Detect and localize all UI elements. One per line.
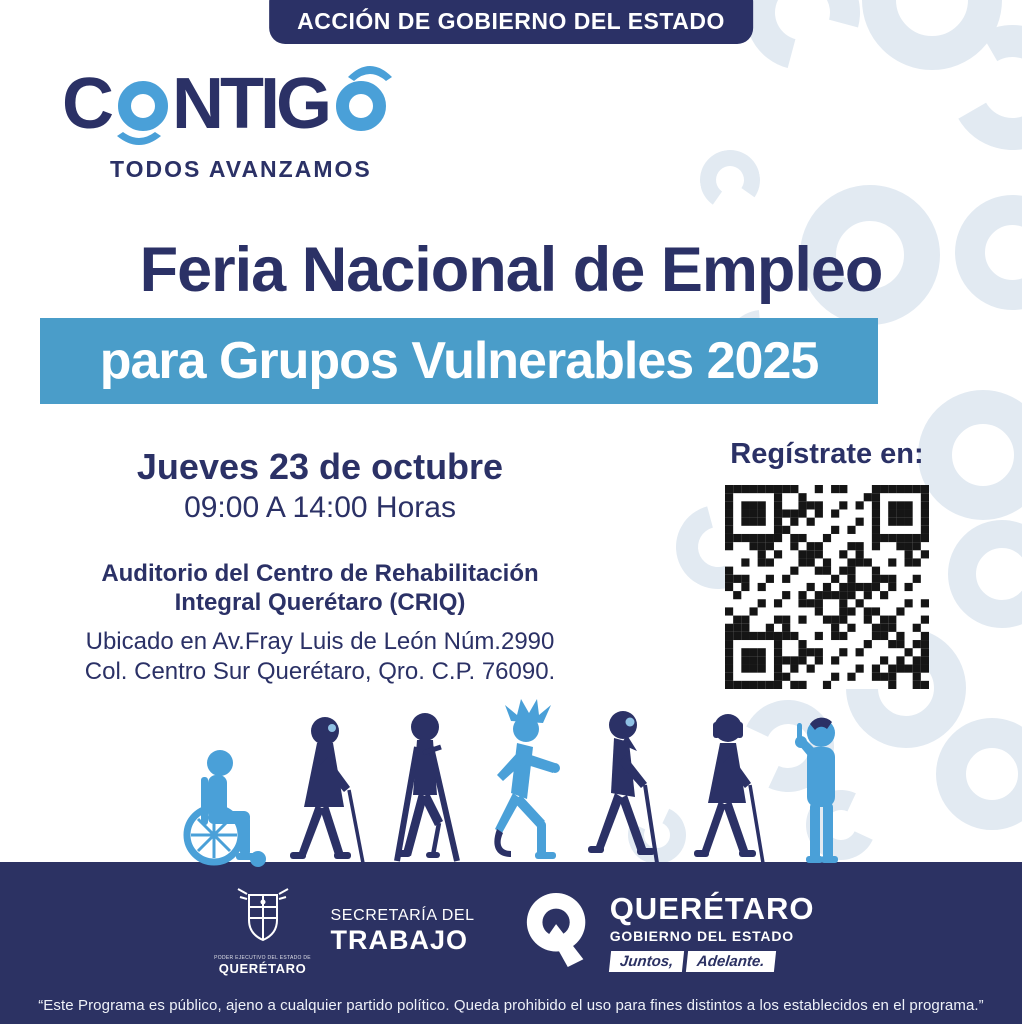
coat-of-arms-icon	[234, 886, 292, 948]
gobierno-estado-logo	[521, 889, 815, 973]
venue-line-2: Integral Querétaro (CRIQ)	[174, 589, 466, 617]
queretaro-seal	[208, 886, 318, 976]
gobierno-name: QUERÉTARO	[609, 890, 815, 926]
event-date: Jueves 23 de octubre	[136, 446, 504, 487]
event-venue	[40, 559, 600, 618]
slogan-chip-2: Adelante.	[686, 951, 776, 972]
event-address	[40, 627, 600, 688]
government-action-badge: ACCIÓN DE GOBIERNO DEL ESTADO	[269, 0, 753, 44]
logo-o-brow-icon	[336, 81, 386, 131]
ring-shape	[936, 718, 1022, 830]
qr-code	[725, 485, 929, 689]
person-with-crutches-icon	[396, 713, 457, 861]
slogan	[610, 951, 815, 972]
event-time: 09:00 A 14:00 Horas	[184, 491, 456, 524]
secretaria-line-1: SECRETARÍA DEL	[330, 906, 475, 924]
address-line-2: Col. Centro Sur Querétaro, Qro. C.P. 76090.	[84, 658, 556, 686]
legal-disclaimer: “Este Programa es público, ajeno a cualquier partido político. Queda prohibido el uso para fines distintos a los establecidos en el programa.”	[38, 997, 984, 1014]
page-title: Feria Nacional de Empleo	[139, 235, 883, 305]
person-with-prosthetic-leg-icon	[494, 699, 560, 859]
footer	[0, 862, 1022, 1024]
person-using-sign-language-icon	[795, 718, 838, 863]
footer-logos	[0, 862, 1022, 976]
blind-woman-with-cane-icon	[290, 717, 363, 863]
logo-o-smile-icon	[118, 81, 168, 131]
logo-letter-c: C	[62, 64, 110, 144]
register-section	[712, 438, 942, 689]
secretaria-name	[331, 907, 475, 956]
person-in-wheelchair-icon	[187, 750, 266, 867]
venue-line-1: Auditorio del Centro de Rehabilitación	[101, 560, 539, 587]
gobierno-name-block	[610, 891, 815, 972]
qr-code-icon	[725, 485, 929, 689]
logo-tagline: TODOS AVANZAMOS	[110, 156, 372, 182]
seal-caption: QUERÉTARO	[218, 961, 307, 976]
subtitle-banner: para Grupos Vulnerables 2025	[40, 318, 878, 404]
logo-letters-ntig: NTIG	[172, 64, 328, 144]
register-label: Regístrate en:	[730, 438, 924, 470]
slogan-chip-1: Juntos,	[609, 951, 685, 972]
woman-with-cane-icon	[694, 714, 763, 863]
accessibility-figures-illustration	[165, 695, 865, 873]
gobierno-subtitle: GOBIERNO DEL ESTADO	[609, 927, 794, 944]
older-man-with-cane-icon	[588, 711, 657, 863]
ring-shape	[948, 520, 1022, 628]
seal-top-caption: PODER EJECUTIVO DEL ESTADO DE	[214, 955, 311, 961]
address-line-1: Ubicado en Av.Fray Luis de León Núm.2990	[85, 627, 555, 655]
event-details	[40, 446, 600, 688]
queretaro-q-icon	[521, 889, 597, 973]
secretaria-line-2: TRABAJO	[330, 924, 469, 955]
contigo-wordmark	[62, 64, 390, 144]
secretaria-trabajo-logo	[208, 886, 475, 976]
contigo-logo	[62, 64, 390, 183]
ring-shape	[695, 145, 765, 215]
